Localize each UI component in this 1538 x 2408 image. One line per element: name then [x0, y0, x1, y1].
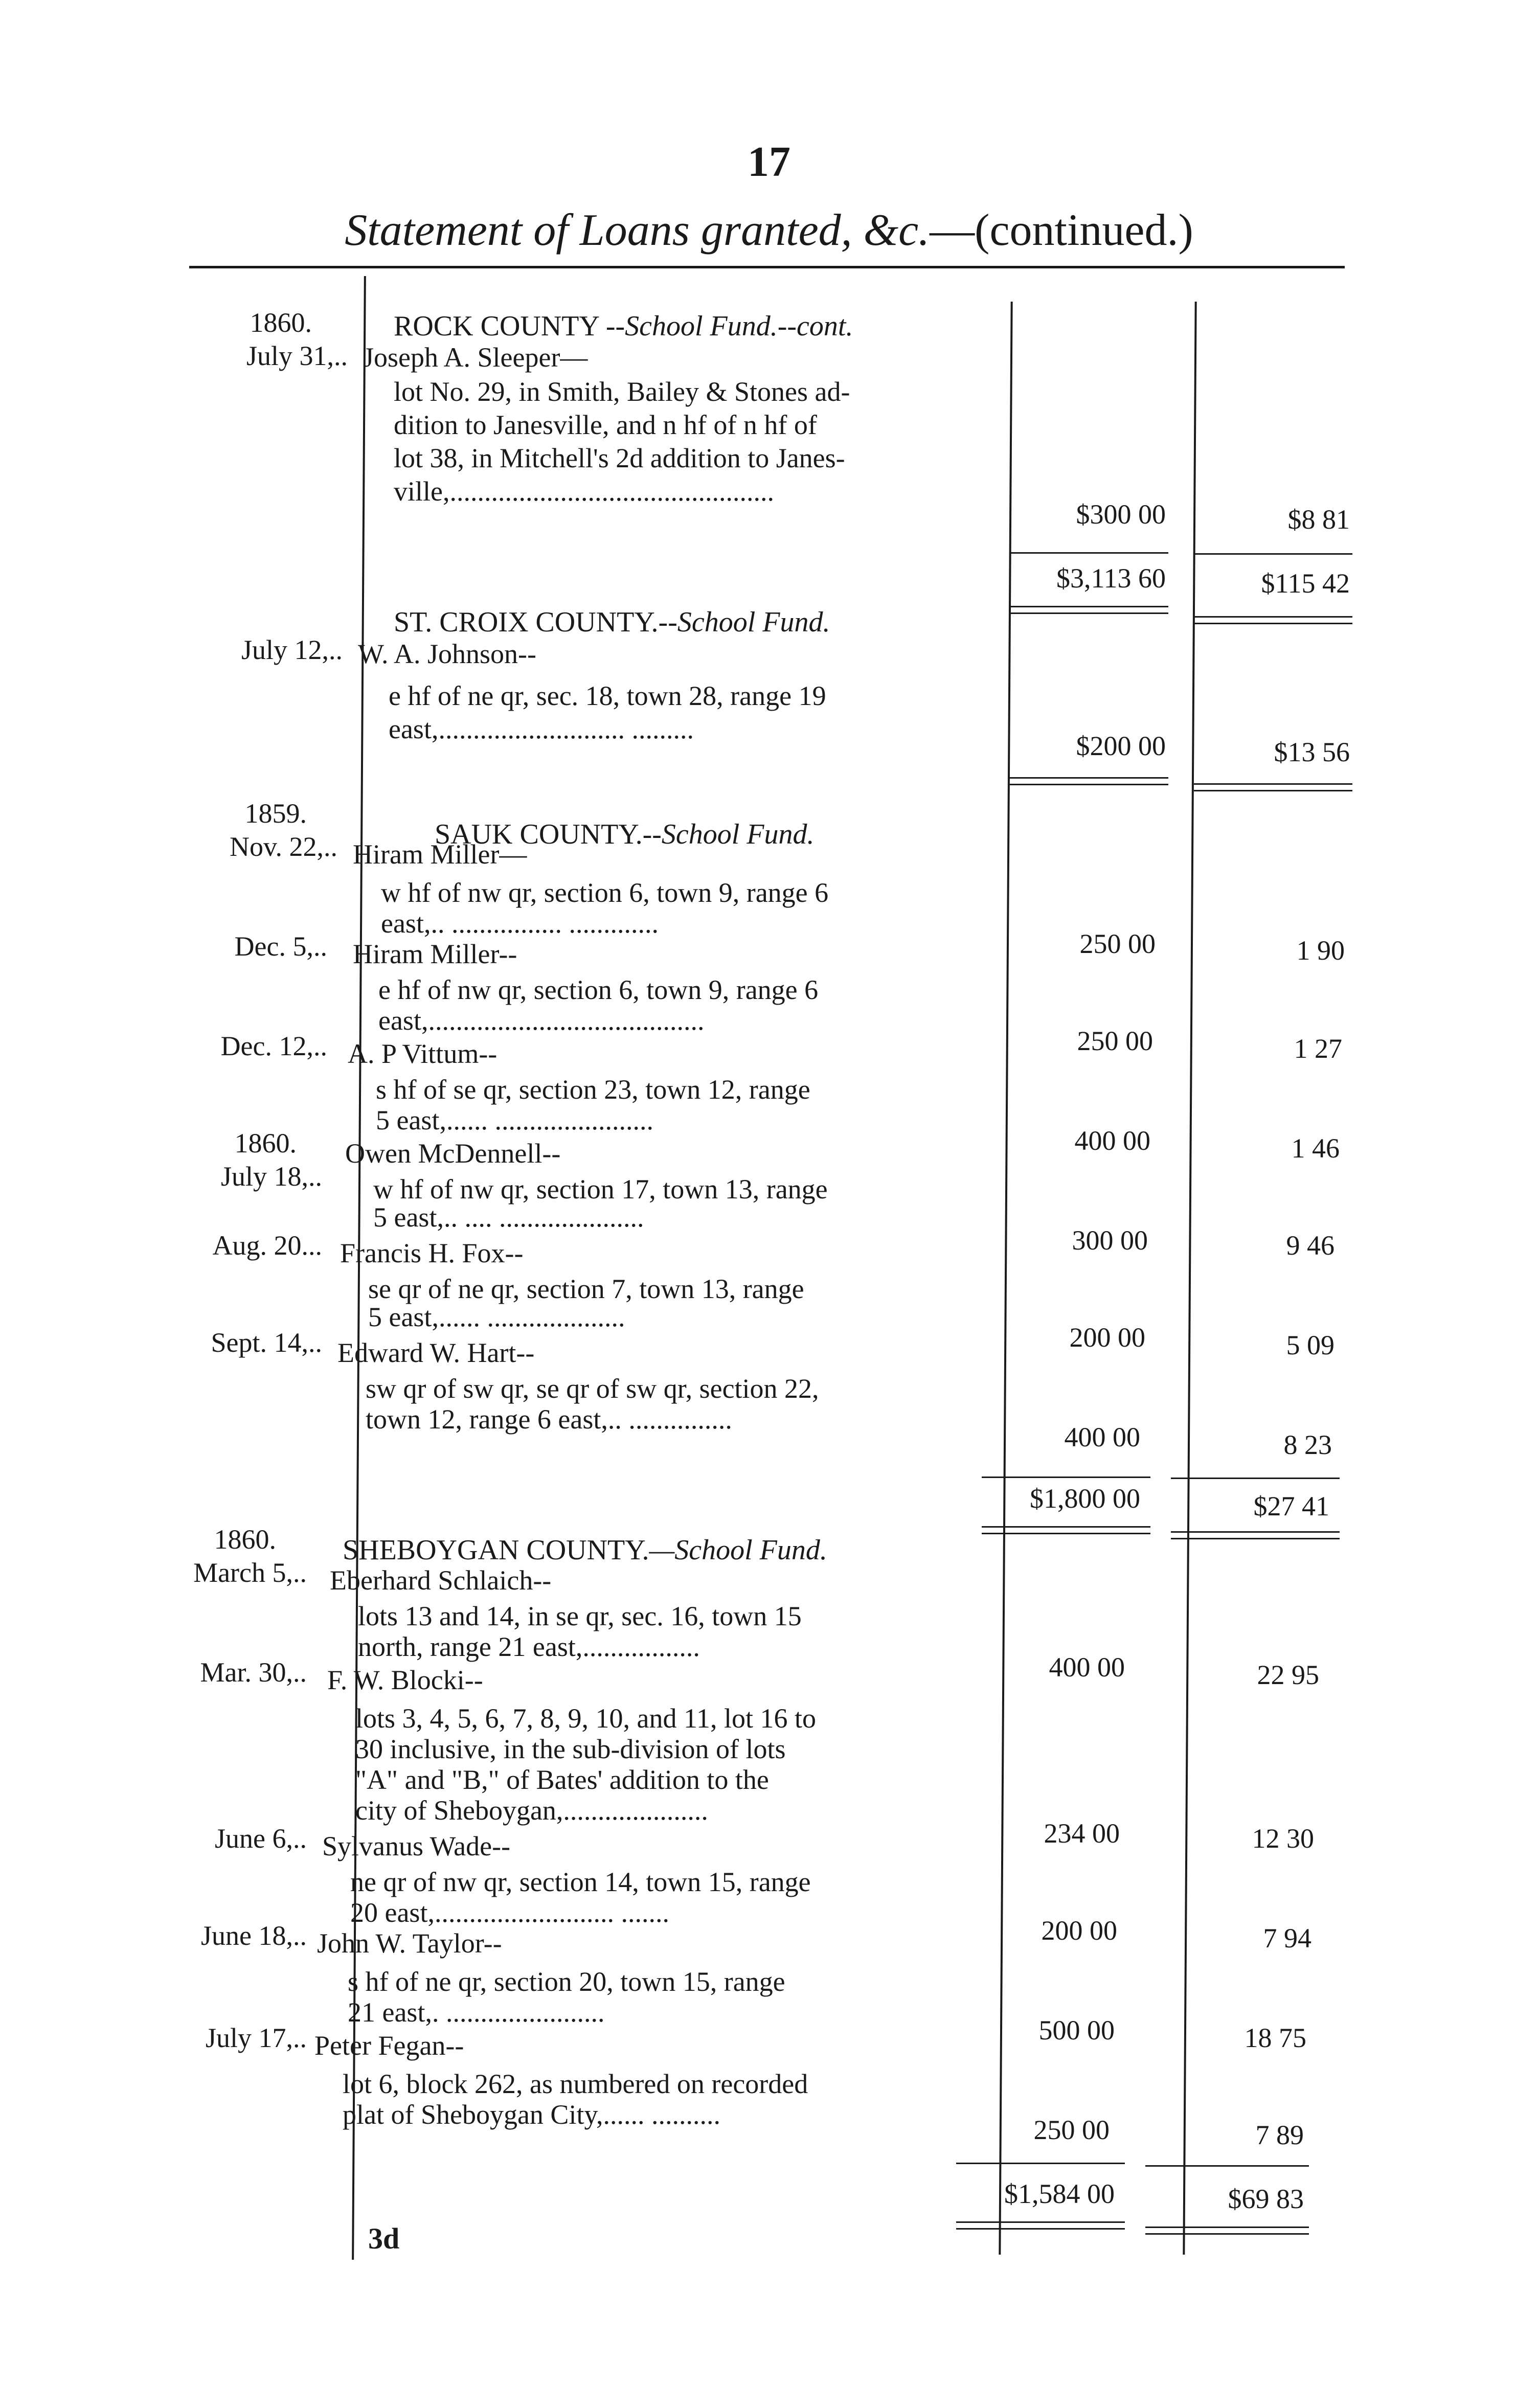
entry-date: Nov. 22,..: [230, 831, 337, 862]
property-desc: 21 east,. .......................: [348, 1997, 605, 2028]
principal-amount: 200 00: [1069, 1322, 1145, 1353]
principal-amount: 400 00: [1064, 1422, 1140, 1452]
total-double-rule: [982, 1533, 1150, 1534]
county-name: ST. CROIX COUNTY.: [394, 606, 659, 638]
borrower-name: F. W. Blocki--: [327, 1665, 483, 1695]
property-desc: "A" and "B," of Bates' addition to the: [355, 1764, 769, 1795]
interest-amount: $13 56: [1274, 737, 1350, 767]
total-double-rule: [1145, 2227, 1309, 2228]
county-name: ROCK COUNTY: [394, 310, 599, 342]
interest-amount: 12 30: [1252, 1823, 1314, 1854]
page-title: [0, 205, 1538, 256]
total-double-rule: [956, 2228, 1125, 2230]
borrower-name: Edward W. Hart--: [337, 1337, 535, 1368]
property-desc: s hf of se qr, section 23, town 12, range: [376, 1074, 810, 1105]
entry-date: Aug. 20...: [212, 1230, 322, 1261]
principal-amount: 234 00: [1044, 1818, 1120, 1849]
page-number: 17: [748, 138, 790, 186]
county-total-principal: $1,584 00: [1004, 2178, 1115, 2209]
page-title-italic: Statement of Loans granted, &c.: [345, 206, 930, 255]
interest-amount: 7 89: [1255, 2120, 1304, 2150]
property-desc: 5 east,.. .... .....................: [373, 1202, 644, 1233]
total-double-rule: [1194, 783, 1352, 785]
borrower-name: Joseph A. Sleeper—: [363, 342, 588, 373]
subtotal-rule: [1145, 2165, 1309, 2167]
borrower-name: Eberhard Schlaich--: [330, 1565, 552, 1596]
total-double-rule: [1194, 623, 1352, 624]
total-double-rule: [956, 2221, 1125, 2223]
property-desc: 5 east,...... ....................: [368, 1302, 625, 1332]
entry-date: July 31,..: [246, 340, 348, 371]
property-desc: ne qr of nw qr, section 14, town 15, range: [350, 1867, 811, 1897]
entry-date: June 18,..: [201, 1920, 307, 1951]
interest-amount: 7 94: [1263, 1923, 1311, 1953]
principal-column-rule: [999, 302, 1012, 2255]
entry-date: June 6,..: [215, 1823, 307, 1854]
county-total-principal: $3,113 60: [1056, 563, 1166, 594]
borrower-name: A. P Vittum--: [348, 1038, 497, 1069]
subtotal-rule: [1171, 1478, 1340, 1479]
borrower-name: Francis H. Fox--: [340, 1238, 524, 1268]
interest-amount: 1 90: [1296, 935, 1345, 966]
property-desc: dition to Janesville, and n hf of n hf of: [394, 410, 817, 440]
total-double-rule: [1194, 790, 1352, 791]
property-desc: lots 13 and 14, in se qr, sec. 16, town 15: [358, 1601, 802, 1631]
principal-amount: 300 00: [1072, 1225, 1148, 1256]
entry-date: Dec. 5,..: [234, 931, 327, 962]
entry-date: July 12,..: [241, 634, 343, 665]
county-heading-rock: [394, 310, 853, 343]
property-desc: lots 3, 4, 5, 6, 7, 8, 9, 10, and 11, lot 16 to: [355, 1703, 816, 1734]
principal-amount: 500 00: [1038, 2015, 1115, 2046]
entry-date: Sept. 14,..: [211, 1327, 322, 1358]
property-desc: east,........................... .........: [389, 714, 694, 744]
county-total-interest: $115 42: [1261, 568, 1350, 599]
county-total-interest: $69 83: [1228, 2184, 1304, 2214]
subtotal-rule: [956, 2163, 1125, 2164]
entry-date: July 18,..: [220, 1161, 322, 1192]
county-heading-sheboygan: [343, 1534, 827, 1566]
total-double-rule: [1145, 2233, 1309, 2235]
total-double-rule: [1010, 777, 1168, 779]
interest-amount: 8 23: [1283, 1429, 1332, 1460]
principal-amount: 250 00: [1077, 1026, 1153, 1056]
borrower-name: Hiram Miller--: [353, 939, 517, 969]
property-desc: s hf of ne qr, section 20, town 15, range: [348, 1966, 785, 1997]
property-desc: north, range 21 east,.................: [358, 1631, 700, 1662]
property-desc: plat of Sheboygan City,...... ..........: [343, 2099, 720, 2130]
year-label: 1860.: [214, 1524, 276, 1555]
interest-amount: 1 46: [1291, 1133, 1340, 1164]
total-double-rule: [1171, 1531, 1340, 1533]
property-desc: east,.. ................ .............: [381, 908, 659, 939]
property-desc: sw qr of sw qr, se qr of sw qr, section 22,: [366, 1373, 819, 1404]
property-desc: w hf of nw qr, section 6, town 9, range 6: [381, 877, 829, 908]
total-double-rule: [982, 1526, 1150, 1528]
property-desc: se qr of ne qr, section 7, town 13, range: [368, 1274, 804, 1304]
year-label: 1860.: [250, 307, 312, 338]
property-desc: 30 inclusive, in the sub-division of lots: [355, 1734, 786, 1764]
fund-name: --School Fund.: [658, 606, 830, 638]
total-double-rule: [1010, 606, 1168, 607]
property-desc: east,........................................: [378, 1005, 705, 1036]
borrower-name: Hiram Miller—: [353, 839, 527, 870]
property-desc: lot No. 29, in Smith, Bailey & Stones ad-: [394, 376, 850, 407]
principal-amount: 250 00: [1079, 928, 1156, 959]
entry-date: Dec. 12,..: [220, 1031, 327, 1061]
interest-amount: $8 81: [1287, 504, 1350, 535]
property-desc: 5 east,...... .......................: [376, 1105, 653, 1135]
principal-amount: 400 00: [1049, 1652, 1125, 1683]
interest-amount: 22 95: [1257, 1660, 1319, 1690]
total-double-rule: [1194, 616, 1352, 618]
subtotal-rule: [1010, 552, 1168, 554]
borrower-name: W. A. Johnson--: [358, 639, 537, 669]
title-rule: [189, 266, 1345, 268]
principal-amount: $200 00: [1076, 731, 1166, 761]
subtotal-rule: [1194, 553, 1352, 555]
county-heading-st-croix: [394, 606, 830, 639]
fund-name: --School Fund.: [642, 819, 815, 850]
principal-amount: 200 00: [1041, 1915, 1117, 1946]
property-desc: city of Sheboygan,.....................: [355, 1795, 708, 1826]
property-desc: lot 38, in Mitchell's 2d addition to Janes-: [394, 443, 845, 473]
county-total-principal: $1,800 00: [1030, 1483, 1140, 1514]
year-label: 1860.: [234, 1128, 297, 1158]
subtotal-rule: [982, 1476, 1150, 1478]
entry-date: July 17,..: [205, 2023, 307, 2053]
entry-date: March 5,..: [193, 1557, 307, 1588]
borrower-name: Owen McDennell--: [345, 1138, 561, 1169]
borrower-name: John W. Taylor--: [317, 1928, 502, 1959]
borrower-name: Sylvanus Wade--: [322, 1831, 511, 1861]
borrower-name: Peter Fegan--: [314, 2030, 464, 2061]
county-name: SAUK COUNTY.: [435, 819, 643, 850]
interest-amount: 9 46: [1286, 1230, 1335, 1261]
county-name: SHEBOYGAN COUNTY.: [343, 1534, 649, 1566]
interest-amount: 5 09: [1286, 1330, 1335, 1360]
property-desc: e hf of nw qr, section 6, town 9, range 6: [378, 974, 819, 1005]
total-double-rule: [1010, 612, 1168, 614]
property-desc: ville,...............................................: [394, 476, 774, 507]
interest-amount: 18 75: [1244, 2023, 1306, 2053]
entry-date: Mar. 30,..: [200, 1657, 307, 1688]
property-desc: 20 east,.......................... .......: [350, 1897, 669, 1928]
total-double-rule: [1010, 784, 1168, 785]
interest-amount: 1 27: [1294, 1033, 1342, 1064]
property-desc: lot 6, block 262, as numbered on recorded: [343, 2069, 808, 2099]
year-label: 1859.: [244, 798, 307, 829]
property-desc: town 12, range 6 east,.. ...............: [366, 1404, 732, 1435]
property-desc: w hf of nw qr, section 17, town 13, range: [373, 1174, 828, 1205]
total-double-rule: [1171, 1538, 1340, 1539]
page-title-continued: —(continued.): [930, 206, 1193, 255]
principal-amount: 250 00: [1033, 2115, 1110, 2145]
interest-column-rule: [1183, 302, 1196, 2255]
property-desc: e hf of ne qr, sec. 18, town 28, range 19: [389, 680, 826, 711]
fund-name: --School Fund.--cont.: [605, 310, 853, 342]
principal-amount: $300 00: [1076, 499, 1166, 530]
principal-amount: 400 00: [1074, 1125, 1150, 1156]
county-total-interest: $27 41: [1253, 1491, 1329, 1521]
fund-name: —School Fund.: [649, 1534, 827, 1566]
signature-mark: 3d: [368, 2222, 400, 2255]
